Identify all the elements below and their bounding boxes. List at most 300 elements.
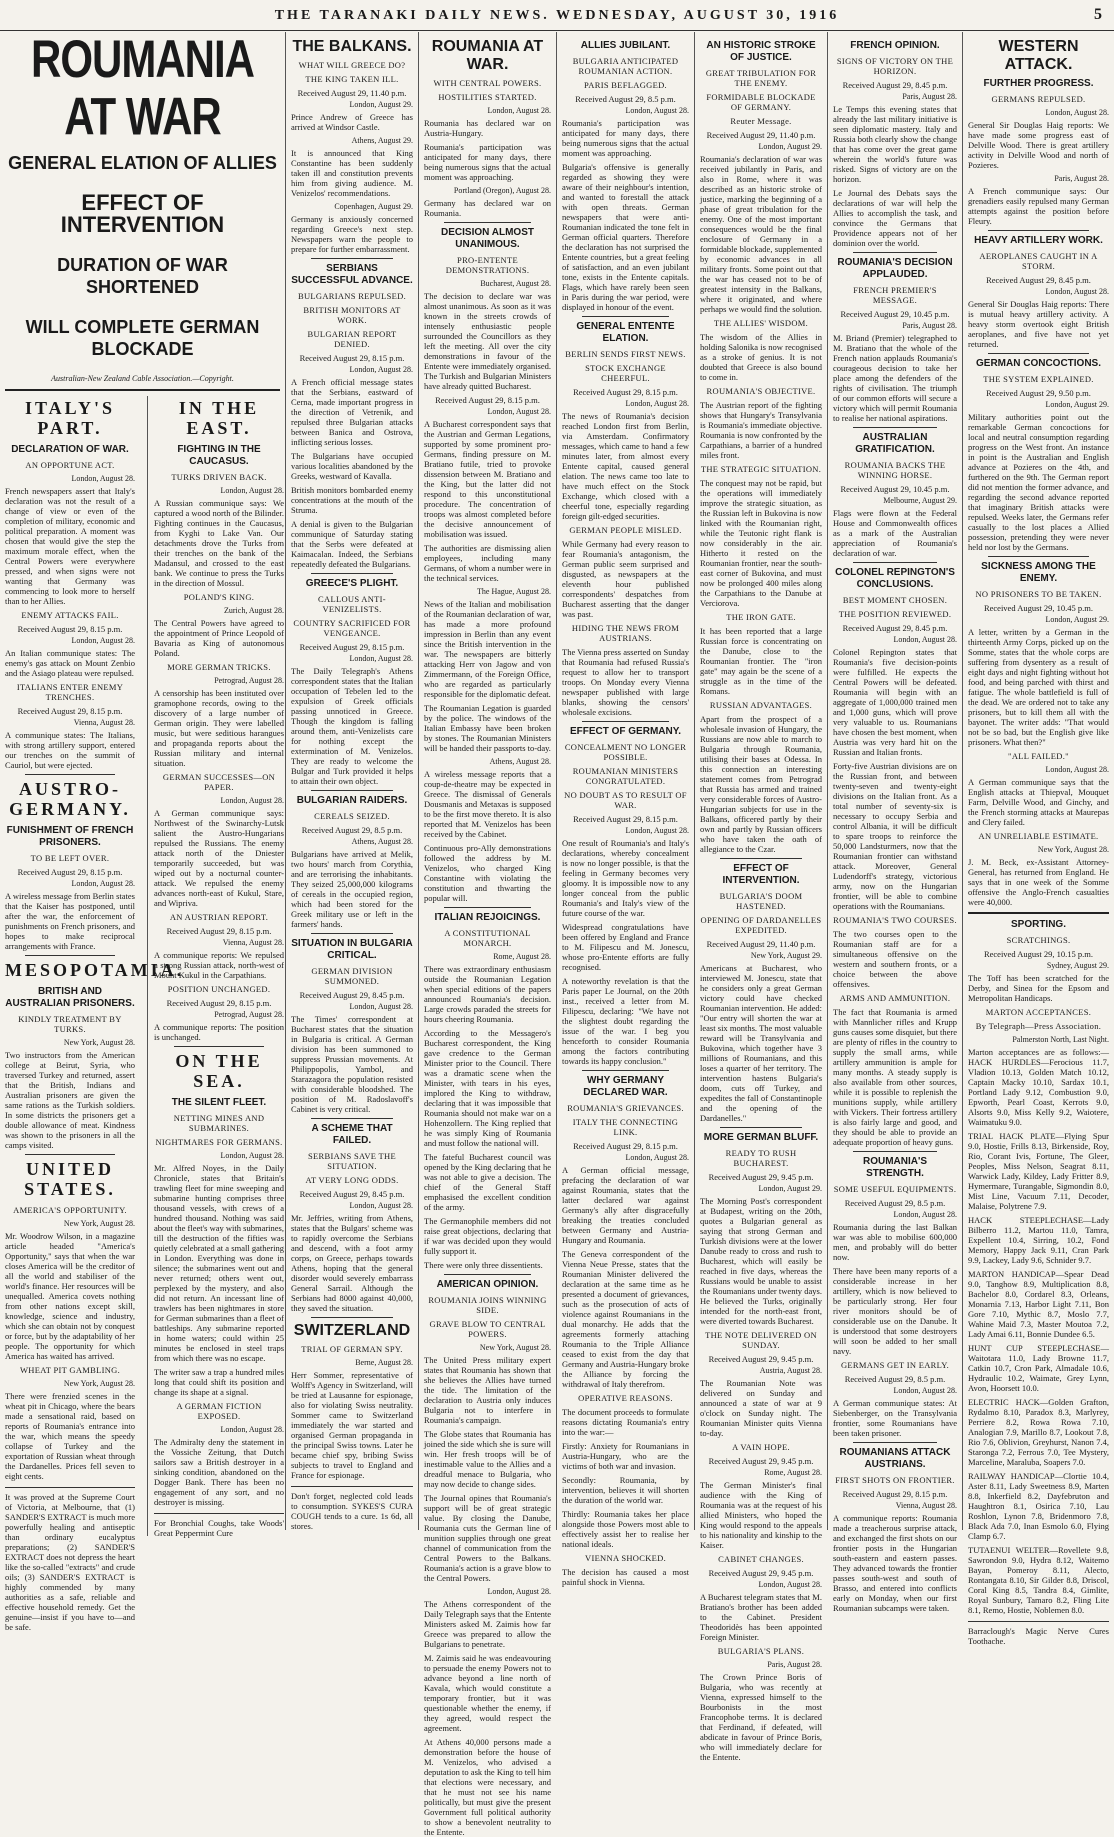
subheading: THE KING TAKEN ILL. <box>305 74 399 84</box>
dateline: London, August 28. <box>71 879 135 888</box>
paragraph: At Athens 40,000 persons made a demonstration before the house of M. Venizelos, who advised a deputation to ask the King to tell him that elections were necessary, and that he must not see his name politically, but must give the present Government full political authority to show a benevolent neutrality to the Entente. <box>424 1737 551 1837</box>
subheading: WHAT WILL GREECE DO? <box>298 60 406 70</box>
paragraph: The document proceeds to formulate reasons dictating Roumania's entry into the war:— <box>562 1407 689 1437</box>
column-balkans <box>285 32 418 1530</box>
subheading: OPENING OF DARDANELLES EXPEDITED. <box>700 915 822 935</box>
paragraph: The Central Powers have agreed to the appointment of Prince Leopold of Bavaria as King of autonomous Poland. <box>154 618 284 658</box>
paragraph: The Morning Post's correspondent at Budapest, writing on the 20th, quotes a Bulgarian general as saying that strong German and Turkish divisions were at the lower Danube ready to cross and rush to Bucharest, which will easily be reached in five days, whereas the Russians would be unable to assist the Roumanians under twenty days. He believed the Turks, originally intended for the north-east front, were diverted towards Bucharest. <box>700 1196 822 1326</box>
paragraph: French newspapers assert that Italy's declaration was not the result of a change of view or even of the completion of military, economic and political preparation. A moment was chosen that would give the step the maximum morale effect, when the Central Powers were everywhere pressed, and when signs were not wanting that Germany was commencing to look more to herself than to her Allies. <box>5 486 135 606</box>
paragraph: J. M. Beck, ex-Assistant Attorney-General, has returned from England. He says that in one week of the Somme offensive the Anglo-French casualties were 40,000. <box>968 857 1109 907</box>
paragraph: Herr Sommer, representative of Wolff's Agency in Switzerland, will be tried at Lausanne for espionage, also for violating Swiss neutrality. Sommer came to Switzerland immediately the war started and organised German propaganda in the principal Swiss towns. Later he became chief spy, bribing Swiss subjects to travel to England and France for espionage. <box>291 1370 413 1480</box>
paragraph: RAILWAY HANDICAP—Clortie 10.4, Aster 8.11, Lady Sweetness 8.9, Marten 8.8, Inkerfield 8.2, Dayfebruton and Haughtron 8.1, Osirica 7.10, Lau Roshlon, Lynon 7.8, Bridenmoro 7.8, Black Ada 7.0, Inan Esmolo 6.0, Flying Clamp 6.7. <box>968 1471 1109 1541</box>
dateline: Rome, August 28. <box>764 1468 822 1477</box>
divider <box>720 858 802 859</box>
subheading: NO DOUBT AS TO RESULT OF WAR. <box>564 790 687 810</box>
subheading: ITALY THE CONNECTING LINK. <box>572 1117 679 1137</box>
paragraph: A communique reports: We repulsed a strong Russian attack, north-west of Mount Kukul in the Carpathians. <box>154 950 284 980</box>
dateline: London, August 28. <box>71 636 135 645</box>
subheading: ROUMANIA JOINS WINNING SIDE. <box>428 1295 547 1315</box>
dateline: London, August 28. <box>220 1151 284 1160</box>
heading: AUSTRO-GERMANY. <box>9 779 131 819</box>
paragraph: Mr. Woodrow Wilson, in a magazine article headed "America's Opportunity," says that when the war closes America will be the creditor of all the world and stabiliser of the world's finance. Her resources will be unequalled. America covets nothing from other nations except skill, knowledge, science and industry, which she can obtain not by conquest or force, but by the adaptability of her people. The opportunity for which America has waited has arrived. <box>5 1231 135 1361</box>
divider <box>968 912 1109 914</box>
subheading: A VAIN HOPE. <box>732 1442 790 1452</box>
divider <box>25 955 115 956</box>
subheading: THE ALLIES' WISDOM. <box>713 318 809 328</box>
received-line: Received August 29, 8.45 p.m. <box>986 275 1091 285</box>
divider <box>311 933 393 934</box>
dateline: London, August 28. <box>349 1002 413 1011</box>
subheading: GERMAN PEOPLE MISLED. <box>569 525 682 535</box>
subheading: THE SILENT FLEET. <box>171 1097 267 1108</box>
ad-text: Don't forget, neglected cold leads to consumption. SYKES'S CURA COUGH tends to a cure. 1s 6d, all stores. <box>291 1491 413 1531</box>
subheading: THE POSITION REVIEWED. <box>838 609 952 619</box>
dateline: Petrograd, August 28. <box>214 1010 284 1019</box>
subheading: CALLOUS ANTI-VENIZELISTS. <box>318 594 386 614</box>
subheading: POLAND'S KING. <box>183 592 255 602</box>
subheading: AEROPLANES CAUGHT IN A STORM. <box>979 251 1098 271</box>
paragraph: The two courses open to the Roumanian staff are for a simultaneous offensive on the western and southern fronts, or a choice between the above offensives. <box>833 929 957 989</box>
subheading: STOCK EXCHANGE CHEERFUL. <box>585 363 666 383</box>
subheading: OPERATIVE REASONS. <box>578 1393 673 1403</box>
ad-text: Barraclough's Magic Nerve Cures Toothache. <box>968 1626 1109 1646</box>
paragraph: The fateful Bucharest council was opened by the King declaring that he was not able to give a decision. The chief of the General Staff emphasised the excellent condition of the army. <box>424 1152 551 1212</box>
subheading: TO BE LEFT OVER. <box>30 853 110 863</box>
subheading: ROUMANIA'S STRENGTH. <box>862 1156 928 1179</box>
paragraph: M. Briand (Premier) telegraphed to M. Bratiano that the whole of the French nation applauds Roumania's courageous decision to take her place among the defenders of the rights of civilisation. The triumph of our common efforts will secure a victory which will permit Roumania to realise her national aspirations. <box>833 333 957 423</box>
subheading: AN OPPORTUNE ACT. <box>25 460 115 470</box>
advertisement <box>291 1486 413 1531</box>
subheading: CEREALS SEIZED. <box>314 811 390 821</box>
paragraph: Germany is anxiously concerned regarding Greece's next step. Newspapers warn the people to prepare for further embarrassment. <box>291 214 413 254</box>
paragraph: A German official message, prefacing the declaration of war against Roumania, states that the latter declared war against Germany's ally after disgracefully breaking the treaties concluded between Germany and Austria-Hungary and Roumania. <box>562 1165 689 1245</box>
paragraph: A letter, written by a German in the thirteenth Army Corps, picked up on the Somme, states that the whole corps are suffering from dysentery as a result of eight days and night fighting without hot food, and being parched with thirst and fatigue. The whole battlefield is full of the dead. We are ordered not to take any prisoners, but to kill them all with the bayonet. The writer adds: "That would not be so bad, but the English give like prisoners. What then?" <box>968 627 1109 747</box>
subheading: SCRATCHINGS. <box>1006 935 1071 945</box>
received-line: Received August 29, 9.45 p.m. <box>708 1172 814 1182</box>
paragraph: Americans at Bucharest, who interviewed M. Jonescu, state that he considers only a great German victory could have checked Roumanian intervention. He added: "Our entry will shorten the war at least six months. The most valuable reward will be Transylvania and Bukovina, which together have 3 millions of Roumanians, and this loses a quarter of her territory. The intervention hastens Bulgaria's doom, cuts off Turkey, and expedites the fall of Constantinople and the opening of the Dardanelles." <box>700 963 822 1123</box>
subheading: KINDLY TREATMENT BY TURKS. <box>18 1014 122 1034</box>
dateline: Zurich, August 28. <box>224 606 284 615</box>
sub-column-a <box>5 396 185 1632</box>
divider <box>853 1442 937 1443</box>
dateline: Bucharest, August 28. <box>480 279 551 288</box>
subheading: POSITION UNCHANGED. <box>167 984 271 994</box>
received-line: Received August 29, 10.45 p.m. <box>983 603 1094 613</box>
dateline: London, August 28. <box>625 106 689 115</box>
lead-banner: ROUMANIA AT WAR <box>31 29 254 146</box>
paragraph: The writer saw a trap a hundred miles long that could shift its position and change its shape at a signal. <box>154 1367 284 1397</box>
subheading: HEAVY ARTILLERY WORK. <box>974 235 1103 246</box>
subheading: ROUMANIAN MINISTERS CONGRATULATED. <box>572 766 679 786</box>
dateline: London, August 28. <box>349 365 413 374</box>
divider <box>25 774 115 775</box>
paragraph: The Toff has been scratched for the Derby, and Sinea for the Epsom and Metropolitan Handicaps. <box>968 973 1109 1003</box>
subheading: Reuter Message. <box>730 116 792 126</box>
received-line: Received August 29, 9.45 p.m. <box>708 1354 814 1364</box>
paragraph: The Globe states that Roumania has joined the side which she is sure will win. Her fresh troops will be of inestimable value to the Allies and a dreadful menace to Bulgaria, who may now decide to change sides. <box>424 1429 551 1489</box>
subheading: READY TO RUSH BUCHAREST. <box>725 1148 797 1168</box>
received-line: Received August 29, 10.45 p.m. <box>840 484 950 494</box>
dateline: Palmerston North, Last Night. <box>1012 1035 1109 1044</box>
subheading: SICKNESS AMONG THE ENEMY. <box>981 561 1096 584</box>
subheading: NETTING MINES AND SUBMARINES. <box>173 1113 265 1133</box>
paragraph: There were only three dissentients. <box>424 1260 543 1270</box>
subheading: THE IRON GATE. <box>726 612 796 622</box>
dateline: New York, August 28. <box>1037 845 1109 854</box>
lead-heading-1: GENERAL ELATION OF ALLIES <box>8 153 277 173</box>
cable-credit: Australian-New Zealand Cable Association.—Copyright. <box>51 374 234 383</box>
subheading: "ALL FAILED." <box>1008 751 1069 761</box>
received-line: Received August 29, 8.5 p.m. <box>844 1374 946 1384</box>
paragraph: A communique states: The Italians, with strong artillery support, entered our trenches on the summit of Cauriol, but were ejected. <box>5 730 135 770</box>
dateline: New York, August 28. <box>63 1038 135 1047</box>
subheading: ROUMANIA'S DECISION APPLAUDED. <box>837 257 953 280</box>
received-line: Received August 29, 8.5 p.m. <box>575 94 676 104</box>
paragraph: The fact that Roumania is armed with Mannlicher rifles and Krupp guns causes some disquiet, but there are plenty of rifles in the country to supply the small arms, while artillery ammunition is ample for many months. A steady supply is also available from other sources, while it is possible to replenish the munitions supply, while artillery with Vickers. Their fortress artillery is also fairly large and good, and they should be able to provide an adequate proportion of heavy guns. <box>833 1007 957 1147</box>
divider <box>582 1070 669 1071</box>
dateline: The Hague, August 28. <box>477 587 551 596</box>
subheading: ROUMANIA'S TWO COURSES. <box>833 915 957 925</box>
dateline: London, August 28. <box>220 796 284 805</box>
dateline: Paris, August 28. <box>902 321 957 330</box>
paragraph: A wireless message reports that a coup-de-theatre may be expected in Greece. The dismissal of Generals Dousmanis and Metaxas is supposed to be the first move thereto. It is also reported that M. Venizelos has been received by the Cabinet. <box>424 769 551 839</box>
subheading: AMERICA'S OPPORTUNITY. <box>13 1205 127 1215</box>
divider <box>988 353 1089 354</box>
paragraph: A French official message states that the Serbians, eastward of Cerna, made important progress in the direction of Vetrenik, and repulsed three Bulgarian attacks between Banica and Ostrova, inflicting serious losses. <box>291 377 413 447</box>
paragraph: The Times' correspondent at Bucharest states that the situation in Bulgaria is critical. A German division has been summoned to suppress Prussian movements. At Philippopolis, Yambol, and Starazagora the population resisted with considerable bloodshed. The position of M. Radoslavoff's Cabinet is very critical. <box>291 1014 413 1114</box>
paragraph: An Italian communique states: The enemy's gas attack on Mount Zenbio and the Asiago plateau were repulsed. <box>5 648 135 678</box>
paragraph: Secondly: Roumania, by intervention, believes it will shorten the duration of the world war. <box>562 1475 689 1505</box>
paragraph: The Crown Prince Boris of Bulgaria, who was recently at Vienna, expressed himself to the Bourbonists in the most Francophobe terms. It is declared that Ferdinand, if defeated, will abdicate in favour of Prince Boris, who will immediately declare for the Entente. <box>700 1672 822 1762</box>
subheading: BULGARIAN REPORT DENIED. <box>307 329 397 349</box>
masthead <box>0 0 1114 31</box>
subheading: MORE GERMAN TRICKS. <box>167 662 271 672</box>
paragraph: The Journal opines that Roumania's support will be of great strategic value. By closing the Danube, Roumania cuts the German line of munition supplies through one great channel of communication from the Central Powers to the Balkans. Roumania's action is a grave blow to the Central Powers. <box>424 1493 551 1583</box>
subheading: COLONEL REPINGTON'S CONCLUSIONS. <box>835 567 955 590</box>
dateline: London, August 28. <box>487 1587 551 1596</box>
paragraph: HUNT CUP STEEPLECHASE—Waitotara 11.0, Lady Browne 11.7, Catkin 10.7, Cron Park, Almadale 10.6, Hydraulic 10.2, Waimate, Grey Lynn, Avon, Hoorsett 10.0. <box>968 1343 1109 1393</box>
paragraph: Le Journal des Debats says the declarations of war will help the Allies to accomplish the task, and convince the Germans that Providence appears not of her dominion over the world. <box>833 188 957 248</box>
divider <box>311 1118 393 1119</box>
subheading: WITH CENTRAL POWERS. <box>433 78 542 88</box>
dateline: London, August 28. <box>625 1153 689 1162</box>
paragraph: Military authorities point out the remarkable German concoctions for local and neutral consumption regarding progress on the West front. An instance in point is the Australian and English advance at Pozieres on the 4th, and furthered on the 9th. The German report did not mention the former advance, and regarding the second advance reported that imaginary British attacks were repulsed. Weeks later, the Germans refer casually to the lost places a Allied possession, pretending they were never held nor lost by the Germans. <box>968 412 1109 552</box>
paragraph: HACK STEEPLECHASE—Lady Bilberro 11.2, Martou 11.0, Tamra, Expellent 10.4, Sirring, 10.2, Fond Memory, Happy Jack 9.11, Cran Park 9.9, Lackey, Lady 9.6, Schnider 9.7. <box>968 1215 1109 1265</box>
subheading: MARTON ACCEPTANCES. <box>985 1007 1092 1017</box>
received-line: Received August 29, 8.15 p.m. <box>573 814 678 824</box>
subheading: CABINET CHANGES. <box>718 1554 804 1564</box>
subheading: ENEMY ATTACKS FAIL. <box>21 610 119 620</box>
heading: ITALY'S PART. <box>24 398 116 438</box>
subheading: ROUMANIA BACKS THE WINNING HORSE. <box>844 460 946 480</box>
paragraph: The authorities are dismissing alien employees, including many Germans, of whom a number were in the technical services. <box>424 543 551 583</box>
subheading: GERMAN DIVISION SUMMONED. <box>311 966 393 986</box>
received-line: Received August 29, 8.5 p.m. <box>301 825 403 835</box>
subheading: GERMANS GET IN EARLY. <box>840 1360 950 1370</box>
paragraph: Prince Andrew of Greece has arrived at Windsor Castle. <box>291 112 413 132</box>
subheading: ARMS AND AMMUNITION. <box>839 993 951 1003</box>
received-line: Received August 29, 8.15 p.m. <box>17 867 123 877</box>
paragraph: Mr. Alfred Noyes, in the Daily Chronicle, states that Britain's trawling fleet for mine sweeping and submarine hunting comprises three thousand vessels, with crews of a hundred thousand. Nothing was said about the fleet's way with submarines, till the destruction of the fifties was quietly celebrated at a small gathering in London. Everything was done in silence; the submarines went out and never returned; others went out, perplexed by the mystery, and also did not return. An incessant line of trawlers has been nightmares in store for German submarines than a fleet of battleships. Any submarine reported in home waters; could within 25 minutes be enclosed in steel traps from which there was no escape. <box>154 1163 284 1363</box>
column-allies-jubilant <box>556 32 694 1587</box>
paragraph: A Russian communique says: We captured a wood north of the Bilinder. Fighting continues in the Caucasus, from Kyghi to Lake Van. Our detachments drove the Turks from their trenches on the bank of the Madansul, and crossed to the east bank. We continue to press the Turks in the direction of Mossul. <box>154 498 284 588</box>
subheading: FIGHTING IN THE CAUCASUS. <box>177 444 261 467</box>
lead-heading-2: EFFECT OF INTERVENTION <box>60 190 225 237</box>
received-line: Received August 29, 8.5 p.m. <box>844 1198 946 1208</box>
subheading: ITALIAN REJOICINGS. <box>434 912 541 923</box>
received-line: Received August 29, 8.15 p.m. <box>166 998 272 1008</box>
paragraph: One result of Roumania's and Italy's declarations, whereby concealment is now no longer possible, is that the feeling in Germany becomes very gloomy. It is impossible now to any longer conceal from the public Roumania's and Italy's view of the future course of the war. <box>562 838 689 918</box>
paragraph: TUTAENUI WELTER—Rovellete 9.8, Sawrondon 9.0, Hydra 8.12, Waitemo Bayan, Pomeroy 8.11, Alecto, Rontangata 8.10, Sir Gilder 8.8, Driscol, Coral King 8.5, Tandra 8.4, Gimlite, Royal Sunbury, Tamaro 8.2, Fling Lite 8.1, Remo, Hostie, Noblemen 8.0. <box>968 1545 1109 1615</box>
paragraph: M. Zaimis said he was endeavouring to persuade the enemy Powers not to advance beyond a line north of Kavala, which would constitute a temporary frontier, but it was questionable whether the enemy, if they agreed, would respect the agreement. <box>424 1653 551 1733</box>
received-line: Received August 29, 8.15 p.m. <box>299 353 405 363</box>
paragraph: There were frenzied scenes in the wheat pit in Chicago, where the bears made a sensational raid, based on reports of Roumania's entrance into the war, which means the speedy collapse of Turkey and the exportation of Russian wheat through the Dardanelles. Prices fell seven to eight cents. <box>5 1391 135 1481</box>
heading: IN THE EAST. <box>178 398 260 438</box>
subheading: WHEAT PIT GAMBLING. <box>19 1365 121 1375</box>
divider <box>311 258 393 259</box>
section-heading-sporting: SPORTING. <box>1010 919 1066 930</box>
sub-column-b <box>147 396 284 1536</box>
subheading: BULGARIA ANTICIPATED ROUMANIAN ACTION. <box>572 56 679 76</box>
subheading: COUNTRY SACRIFICED FOR VENGEANCE. <box>293 618 411 638</box>
subheading: A CONSTITUTIONAL MONARCH. <box>444 928 531 948</box>
received-line: Received August 29, 11.40 p.m. <box>297 88 407 98</box>
divider <box>582 721 669 722</box>
subheading: TURKS DRIVEN BACK. <box>171 472 267 482</box>
paragraph: Roumania's participation was anticipated for many days, there being numerous signs that the actual moment was approaching. <box>424 142 551 182</box>
paragraph: The Austrian report of the fighting shows that Hungary's Transylvania is Roumania's immediate objective. Roumania is now confronted by the Carpathians, a barrier of a hundred miles front. <box>700 400 822 460</box>
dateline: London, August 28. <box>220 486 284 495</box>
advertisement <box>154 1513 284 1538</box>
subheading: ITALIANS ENTER ENEMY TRENCHES. <box>16 682 124 702</box>
ad-text: For Bronchial Coughs, take Woods' Great Peppermint Cure <box>154 1518 284 1538</box>
subheading: THE NOTE DELIVERED ON SUNDAY. <box>705 1330 817 1350</box>
paragraph: General Sir Douglas Haig reports: We have made some progress east of Delville Wood. There is great artillery activity in Delville Wood and north of Pozieres. <box>968 120 1109 170</box>
subheading: NIGHTMARES FOR GERMANS. <box>155 1137 283 1147</box>
paragraph: MARTON HANDICAP—Spear Dead 9.0, Tanghow 8.9, Multiplication 8.8, Bachelor 8.0, Cordarel 8.3, Orleans, Monarnia 7.13, Harbor Light 7.11, Bon Gore 7.10, Mythic 8.7, Moslo 7.7, Wahine Maid 7.3, Master Moutoa 7.2, Lady Amai 6.11, Bonnie Dundee 6.5. <box>968 1269 1109 1339</box>
dateline: London, August 28. <box>625 399 689 408</box>
lead-heading-4: WILL COMPLETE GERMAN BLOCKADE <box>25 317 260 359</box>
dateline: London, August 28. <box>893 635 957 644</box>
dateline: Copenhagen, August 29. <box>334 202 413 211</box>
subheading: GREAT TRIBULATION FOR THE ENEMY. <box>705 68 817 88</box>
divider <box>444 222 531 223</box>
subheading: BULGARIA'S DOOM HASTENED. <box>719 891 803 911</box>
paragraph: The decision to declare war was almost unanimous. As soon as it was known in the streets crowds of intensely enthusiastic people surrounded the Councillors as they left the meeting. All over the city demonstrations in favour of the Entente were immediately organised. The Turkish and Bulgarian Ministers have already quitted Bucharest. <box>424 291 551 391</box>
received-line: Received August 29, 8.15 p.m. <box>17 706 123 716</box>
dateline: London, August 28. <box>758 1580 822 1589</box>
subheading: FUNISHMENT OF FRENCH PRISONERS. <box>6 825 134 848</box>
column-roumania-at-war <box>418 32 556 1837</box>
paragraph: A Bucharest correspondent says that the Austrian and German Legations, supported by some prominent pro-Germans, finding pressure on M. Bratiano futile, tried to provoke dissension between M. Bratiano and the King, but the latter did not respond to this unconstitutional procedure. The concentration of troops was almost completed before the decisive announcement of mobilisation was issued. <box>424 419 551 539</box>
heading: ON THE SEA. <box>175 1051 263 1091</box>
subheading: ROUMANIA'S GRIEVANCES. <box>567 1103 684 1113</box>
paragraph: Roumania during the last Balkan war was able to mobilise 600,000 men, and probably will do better now. <box>833 1222 957 1262</box>
paragraph: Bulgarians have arrived at Melik, two hours' march from Corythia, and are terrorising the inhabitants. They seized 25,000,000 kilograms of cereals in the occupied region, which had been stored for the Greek military use or left in the farmers' hands. <box>291 849 413 929</box>
paragraph: A French communique says: Our grenadiers easily repulsed many German attempts against the position before Fleury. <box>968 186 1109 226</box>
dateline: New York, August 29. <box>750 951 822 960</box>
subheading: AN AUSTRIAN REPORT. <box>169 912 269 922</box>
paragraph: It is announced that King Constantine has been suddenly taken ill and constitution prevents him from giving audience. M. Venizelos' recommendations. <box>291 148 413 198</box>
divider <box>720 1127 802 1128</box>
subheading: AN UNRELIABLE ESTIMATE. <box>978 831 1099 841</box>
subheading: BERLIN SENDS FIRST NEWS. <box>565 349 686 359</box>
subheading: SERBIANS SAVE THE SITUATION. <box>308 1151 396 1171</box>
ad-text: It was proved at the Supreme Court of Victoria, at Melbourne, that (1) SANDER'S EXTRACT is much more powerfully healing and antiseptic than ordinary eucalyptus preparations; (2) SANDER'S EXTRACT does not depress the heart like the so-called "extracts" and crude oils; (3) SANDER'S EXTRACT is highly commended by many authorities as a safe, reliable and effective household remedy. Get the genuine—insist if you have to—and be safe. <box>5 1492 135 1632</box>
subheading: BRITISH AND AUSTRALIAN PRISONERS. <box>5 986 135 1009</box>
paragraph: Continuous pro-Ally demonstrations followed the address by M. Venizelos, who charged King Constantine with violating the constitution and thwarting the popular will. <box>424 843 551 903</box>
subheading: SOME USEFUL EQUIPMENTS. <box>833 1184 957 1194</box>
advertisement <box>5 1487 135 1632</box>
paragraph: A communique reports: The position is unchanged. <box>154 1022 284 1042</box>
lead-sub-columns <box>5 396 284 1632</box>
paragraph: The conquest may not be rapid, but the operations will immediately improve the strategic situation, as the Russian left in Bukovina is now linked with the Roumanian right, while the Teutonic right flank is now considerably in the air. Hitherto it rested on the Roumanian frontier, near the south-east corner of Bukovina, and must now be prolonged 400 miles along the Carpathians to the Danube at Verciorova. <box>700 478 822 608</box>
paragraph: The wisdom of the Allies in holding Salonika is now recognised as a stroke of genius. It is not doubted that Greece is also bound to come in. <box>700 332 822 382</box>
paragraph: The Vienna press asserted on Sunday that Roumania had refused Russia's request to allow her to transport troops. On Monday every Vienna newspaper published with large blanks, showing the censors' wholesale excisions. <box>562 647 689 717</box>
dateline: London, August 29. <box>349 100 413 109</box>
dateline: London, August 28. <box>1045 765 1109 774</box>
received-line: Received August 29, 8.15 p.m. <box>435 395 540 405</box>
subheading: A GERMAN FICTION EXPOSED. <box>176 1401 262 1421</box>
dateline: Vienna, August 28. <box>73 718 135 727</box>
paragraph: Apart from the prospect of a wholesale invasion of Hungary, the Russians are now able to march to Bulgaria through Roumania, utilising their bases at Odessa. In this connection an interesting statement comes from Petrograd that Russia has armed and trained very considerable forces of Austro-Hungarian subjects for use in the Balkans, officered partly by their own and partly by Russian officers who have taken the oath of allegiance to the Czar. <box>700 714 822 854</box>
heading: UNITED STATES. <box>24 1159 116 1199</box>
paragraph: The Roumanian Note was delivered on Sunday and announced a state of war at 9 o'clock on Sunday night. The Roumanian Minister quits Vienna to-day. <box>700 1378 822 1438</box>
column-heading: WESTERN ATTACK. <box>998 38 1079 73</box>
divider <box>444 1274 531 1275</box>
subheading: FURTHER PROGRESS. <box>983 78 1094 89</box>
paragraph: Marton acceptances are as follows:—HACK HURDLES—Ferocious 11.7, Vladion 10.13, Golden Match 10.12, Captain Macky 10.10, Sardax 10.1, Portland Lady 9.12, Combustion 9.0, Epworth, Pearl Coast, Kerrots 9.0, Alsorts 9.0, Miss Kelly 9.2, Waiotere, Waimatuku 9.0. <box>968 1047 1109 1127</box>
subheading: THE STRATEGIC SITUATION. <box>700 464 822 474</box>
received-line: Received August 29, 11.40 p.m. <box>706 130 816 140</box>
paragraph: The Bulgarians have occupied various localities abandoned by the Greeks, westward of Kavalla. <box>291 451 413 481</box>
dateline: London, August 28. <box>349 1201 413 1210</box>
dateline: Paris, August 28. <box>902 92 957 101</box>
paragraph: ELECTRIC HACK—Golden Grafton, Rydalmo 8.10, Paradox 8.3, Marlyrey, Perriere 8.2, Rowa Rowa 7.10, Analogian 7.9, Marillo 8.7, Lookout 7.8, Rio 7.6, Oblivion, Greyhurst, Nanon 7.4, Staronga 7.2, Ferrous 7.0, Tee Mystery, Marceline, Maraluba, Soapers 7.0. <box>968 1397 1109 1467</box>
dateline: Berne, August 28. <box>355 1358 413 1367</box>
subheading: BULGARIA'S PLANS. <box>717 1646 805 1656</box>
paragraph: Roumania's participation was anticipated for many days, there being numerous signs that the actual moment was approaching. <box>562 118 689 158</box>
column-heading: ALLIES JUBILANT. <box>580 40 671 51</box>
paragraph: A communique reports: Roumania made a treacherous surprise attack, and exchanged the first shots on our frontier posts in the Hungarian south-eastern and eastern passes. They advanced towards the frontier passes south-west and south of Brasso, and entered into conflicts early on Monday, when our first Roumanian subcamps were taken. <box>833 1513 957 1613</box>
page-number: 5 <box>1094 6 1102 23</box>
received-line: Received August 29, 8.15 p.m. <box>166 926 272 936</box>
paragraph: Roumania's declaration of war was received jubilantly in Paris, and also in Rome, where it was described as an historic stroke of justice, marking the beginning of a phase of great tribulation for the enemy. One of the most important consequences would be the final enclosure of Germany in a formidable blockade, supplemented by economic advances in all military fronts. Some point out that the war has ceased not to be of greatest intensity in the Balkans, where it originated, and where perhaps we would find the solution. <box>700 154 822 314</box>
dateline: London, August 28. <box>220 1425 284 1434</box>
advertisement <box>968 1621 1109 1646</box>
subheading: BRITISH MONITORS AT WORK. <box>303 305 401 325</box>
paragraph: Forty-five Austrian divisions are on the Russian front, and between twenty-seven and twenty-eight divisions on the Italian front. As a total number of seventy-six is necessary to occupy Serbia and control Albania, it will be difficult to spare troops to reinforce the 50,000 Landsturmers, now that the Roumanian frontier can withstand attack. Moreover, General Ludendorff's strategy, victorious army, now on the Hungarian frontier, will be able to combine operations with the Roumanians. <box>833 761 957 911</box>
received-line: Received August 29, 8.15 p.m. <box>299 642 405 652</box>
paragraph: The news of Roumania's decision reached London first from Berlin, via Amsterdam. Confirmatory messages, which came to hand a few minutes later, from almost every Entente capital, caused general elation. The news came too late to have much effect on the Stock Exchange, which closed with a cheerful tone, especially regarding foreign gilt-edged securities. <box>562 411 689 521</box>
dateline: London, August 29. <box>758 142 822 151</box>
dateline: Rome, August 28. <box>493 952 551 961</box>
paragraph: A German communique says that the English attacks at Thiepval, Mouquet Farm, Delville Wood, and Ginchy, and the French storming attacks at Maurepas and Clery failed. <box>968 777 1109 827</box>
newspaper-title: THE TARANAKI DAILY NEWS. WEDNESDAY, AUGUST 30, 1916 <box>274 8 840 23</box>
subheading: VIENNA SHOCKED. <box>585 1553 666 1563</box>
subheading: FRENCH PREMIER'S MESSAGE. <box>853 285 937 305</box>
divider <box>25 1154 115 1155</box>
subheading: BULGARIANS REPULSED. <box>297 291 406 301</box>
divider <box>174 1046 264 1047</box>
paragraph: The German Minister's final audience with the King of Roumania was at the request of his allied Ministers, who hoped the King would respond to the appeals to his nationality and kinship to the Kaiser. <box>700 1480 822 1550</box>
dateline: New York, August 28. <box>63 1379 135 1388</box>
received-line: Received August 29, 9.45 p.m. <box>708 1456 814 1466</box>
subheading: HIDING THE NEWS FROM AUSTRIANS. <box>571 623 680 643</box>
dateline: London, August 29. <box>758 1184 822 1193</box>
lead-column <box>0 29 285 1632</box>
subheading: FIRST SHOTS ON FRONTIER. <box>835 1475 955 1485</box>
paragraph: A censorship has been instituted over gramophone records, owing to the discovery of a large number of German origin. They were labelled music, but were seditious harangues and propaganda reports about the Russian military and internal situation. <box>154 688 284 768</box>
subheading: EFFECT OF INTERVENTION. <box>722 863 800 886</box>
received-line: Received August 29, 11.40 p.m. <box>706 939 816 949</box>
subheading: SERBIANS SUCCESSFUL ADVANCE. <box>291 263 413 286</box>
subheading: FORMIDABLE BLOCKADE OF GERMANY. <box>706 92 816 112</box>
subheading: AUSTRALIAN GRATIFICATION. <box>855 432 935 455</box>
dateline: Portland (Oregon), August 28. <box>453 186 551 195</box>
subheading: SIGNS OF VICTORY ON THE HORIZON. <box>836 56 954 76</box>
divider <box>853 562 937 563</box>
paragraph: The Geneva correspondent of the Vienna Neue Presse, states that the Roumanian Minister delivered the declaration at the same time as he presented a document of grievances, such as the prosecution of acts of violence against Roumanians in the dual monarchy. He adds that the agreements formerly attaching Roumania to the Triple Alliance ceased to exist from the day that Germany and Austria-Hungary broke the Alliance by forcing the withdrawal of Italy therefrom. <box>562 1249 689 1389</box>
dateline: Athens, August 28. <box>351 837 413 846</box>
subheading: NO PRISONERS TO BE TAKEN. <box>975 589 1102 599</box>
received-line: Received August 29, 8.15 p.m. <box>573 1141 678 1151</box>
subheading: A SCHEME THAT FAILED. <box>311 1123 393 1146</box>
dateline: London, August 28. <box>893 1386 957 1395</box>
received-line: Received August 29, 8.45 p.m. <box>299 1189 405 1199</box>
subheading: CONCEALMENT NO LONGER POSSIBLE. <box>564 742 687 762</box>
dateline: London, August 28. <box>349 654 413 663</box>
subheading: ROUMANIANS ATTACK AUSTRIANS. <box>839 1447 951 1470</box>
divider <box>853 427 937 428</box>
paragraph: A German communique states: At Siebenberger, on the Transylvania frontier, some Roumanians have been taken prisoner. <box>833 1398 957 1438</box>
dateline: London, August 28. <box>71 474 135 483</box>
received-line: Received August 29, 10.15 p.m. <box>983 949 1094 959</box>
dateline: New York, August 28. <box>63 1219 135 1228</box>
paragraph: According to the Messagero's Bucharest correspondent, the King gave credence to the German Minister prior to the Council. There was a dramatic scene when the Minister, with tears in his eyes, implored the King to withdraw, declaring that it was impossible that Roumania should not make war on a Hohenzollern. The King replied that he was simply King of Roumania and must follow the national will. <box>424 1028 551 1148</box>
subheading: GENERAL ENTENTE ELATION. <box>576 321 675 344</box>
dateline: Sydney, August 29. <box>1046 961 1109 970</box>
paragraph: Roumania has declared war on Austria-Hungary. <box>424 118 551 138</box>
subheading: WHY GERMANY DECLARED WAR. <box>583 1075 668 1098</box>
paragraph: The Admiralty deny the statement in the Vossiche Zeitung, that Dutch sailors saw a British destroyer in a sinking condition, abandoned on the Dogger Bank. There has been no engagement of any sort, and no destroyer is missing. <box>154 1437 284 1507</box>
paragraph: The United Press military expert states that Roumania has shown that she believes the Allies have turned the tide. The limitation of the declaration to Austria only induces Bulgaria not to interfere in Roumania's campaign. <box>424 1355 551 1425</box>
paragraph: British monitors bombarded enemy concentrations at the mouth of the Struma. <box>291 485 413 515</box>
column-western-attack <box>962 32 1114 1646</box>
dateline: London, August 28. <box>1045 108 1109 117</box>
paragraph: News of the Italian and mobilisation of the Roumanian declaration of war, has made a more profound impression in Berlin than any event since the British intervention in the war. The newspapers are bitterly attacking Herr von Jagow and von Zimmermann, of the Foreign Office, who are regarded as particularly responsible for the diplomatic defeat. <box>424 599 551 699</box>
paragraph: Colonel Repington states that Roumania's five decision-points were fulfilled. He expects the Central Powers will be defeated. Roumania will begin with an aggregate of 1,000,000 trained men and 1,000 guns, which will prove very valuable to us. Roumanians have chosen the best moment, when Austria was very hard hit on the Russian and Italian fronts. <box>833 647 957 757</box>
paragraph: A noteworthy revelation is that the Paris paper Le Journal, on the 20th inst., received a letter from M. Filipescu, declaring: "We have not the slightest doubt regarding the issue of the war. I beg you henceforth to consider Roumania among the factors contributing towards its happy conclusion." <box>562 976 689 1066</box>
paragraph: While Germany had every reason to fear Roumania's antagonism, the German public seem surprised and disgusted, as newspapers at the eleventh hour published correspondents' despatches from Bucharest asserting that the danger was past. <box>562 539 689 619</box>
dateline: Melbourne, August 29. <box>883 496 957 505</box>
subheading: GERMAN CONCOCTIONS. <box>976 358 1101 369</box>
subheading: PRO-ENTENTE DEMONSTRATIONS. <box>445 255 530 275</box>
column-heading: AN HISTORIC STROKE OF JUSTICE. <box>706 40 816 63</box>
dateline: Austria, August 28. <box>759 1366 822 1375</box>
received-line: Received August 29, 8.45 p.m. <box>842 80 948 90</box>
subheading: SITUATION IN BULGARIA CRITICAL. <box>291 938 413 961</box>
subheading: DECLARATION OF WAR. <box>11 444 129 455</box>
divider <box>988 230 1089 231</box>
subheading: BULGARIAN RAIDERS. <box>296 795 408 806</box>
dateline: Paris, August 28. <box>767 1660 822 1669</box>
dateline: London, August 29. <box>1045 400 1109 409</box>
divider <box>311 790 393 791</box>
received-line: Received August 29, 8.15 p.m. <box>17 624 123 634</box>
divider <box>988 556 1089 557</box>
paragraph: A Bucharest telegram states that M. Bratiano's brother has been added to the Cabinet. President Theodoridès has been appointed Foreign Minister. <box>700 1592 822 1642</box>
